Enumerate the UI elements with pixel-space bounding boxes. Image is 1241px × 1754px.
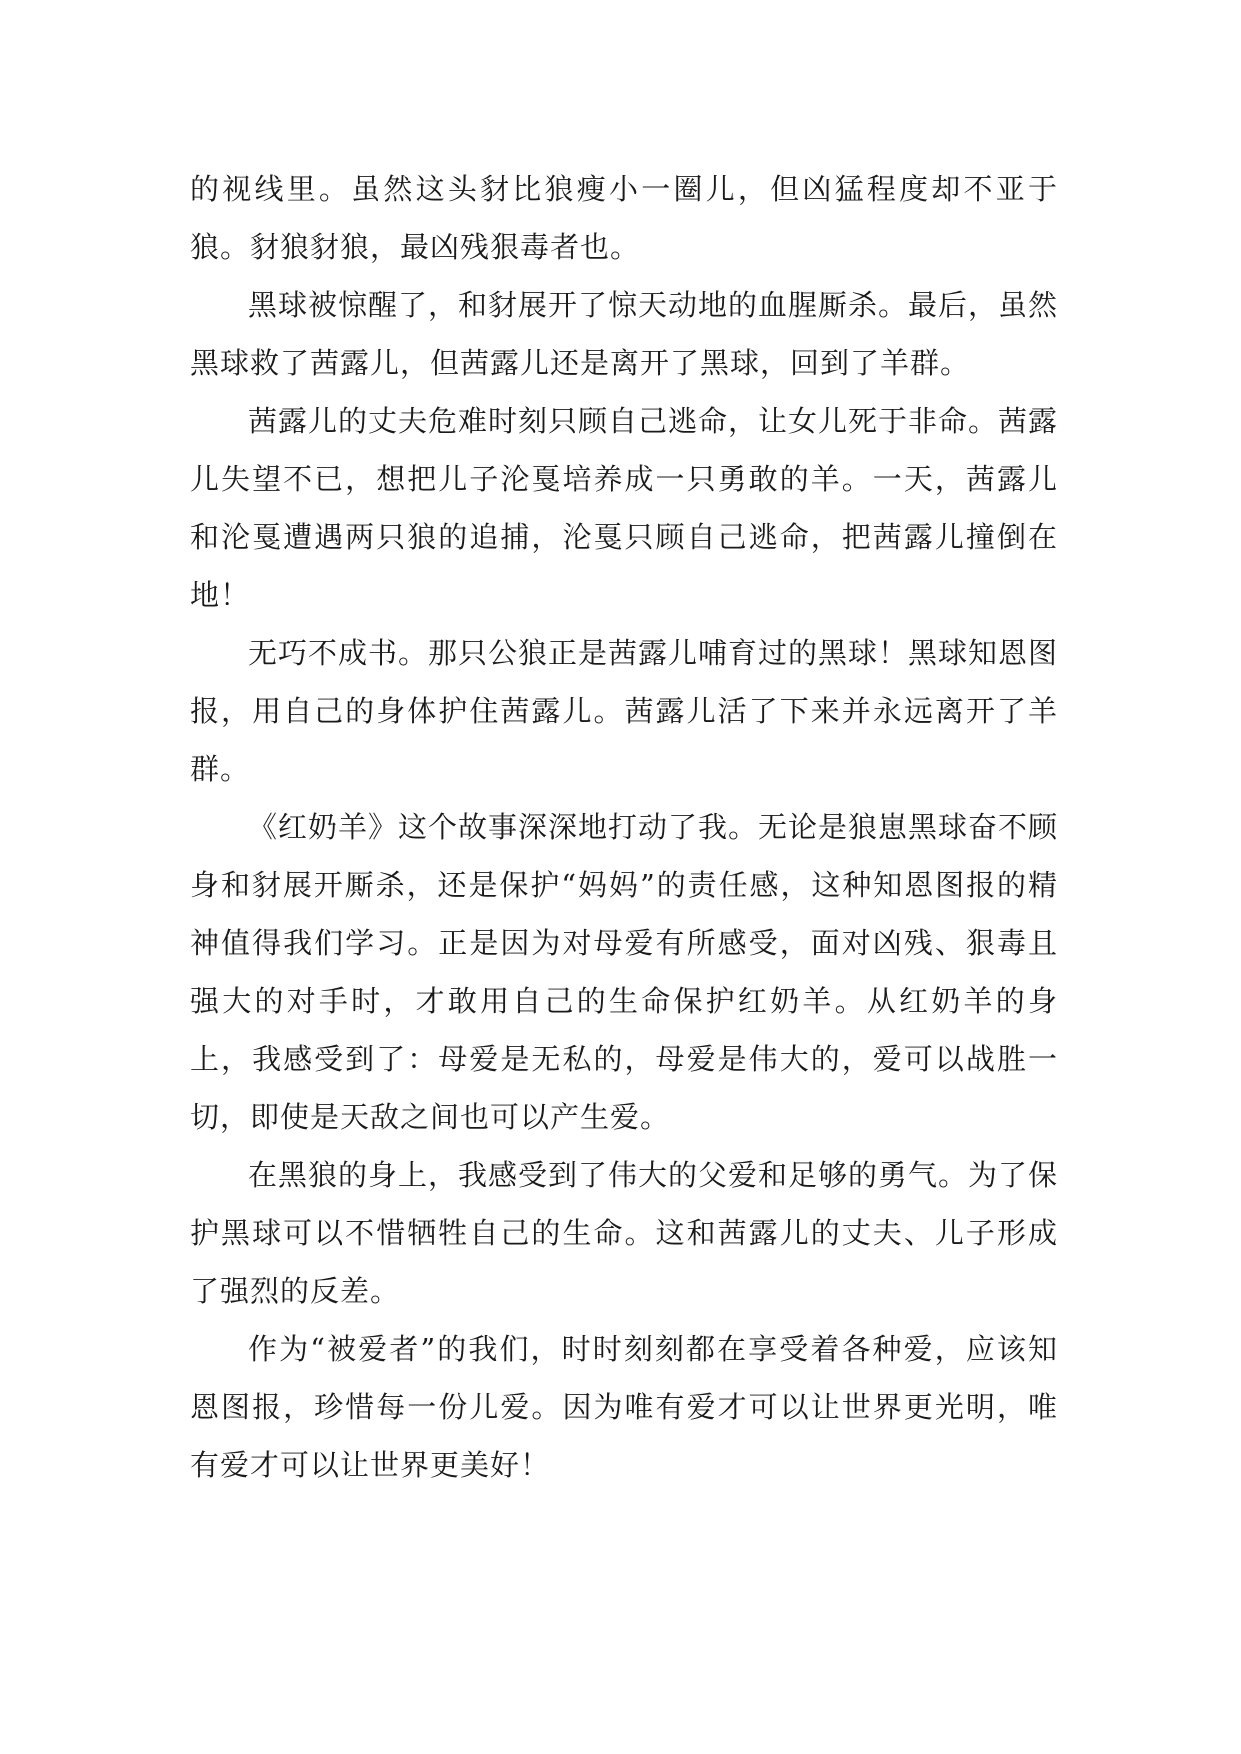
document-body	[190, 160, 1058, 1494]
paragraph-4: 无巧不成书。那只公狼正是茜露儿哺育过的黑球！黑球知恩图报，用自己的身体护住茜露儿。茜露儿活了下来并永远离开了羊群。	[190, 636, 1059, 786]
paragraph-3: 茜露儿的丈夫危难时刻只顾自己逃命，让女儿死于非命。茜露儿失望不已，想把儿子沦戛培养成一只勇敢的羊。一天，茜露儿和沦戛遭遇两只狼的追捕，沦戛只顾自己逃命，把茜露儿撞倒在地！	[190, 404, 1059, 612]
paragraph-1: 的视线里。虽然这头豺比狼瘦小一圈儿，但凶猛程度却不亚于狼。豺狼豺狼，最凶残狠毒者也。	[190, 172, 1058, 264]
paragraph-6: 在黑狼的身上，我感受到了伟大的父爱和足够的勇气。为了保护黑球可以不惜牺牲自己的生命。这和茜露儿的丈夫、儿子形成了强烈的反差。	[190, 1158, 1059, 1308]
paragraph-2: 黑球被惊醒了，和豺展开了惊天动地的血腥厮杀。最后，虽然黑球救了茜露儿，但茜露儿还是离开了黑球，回到了羊群。	[190, 288, 1059, 380]
paragraph-5: 《红奶羊》这个故事深深地打动了我。无论是狼崽黑球奋不顾身和豺展开厮杀，还是保护“妈妈”的责任感，这种知恩图报的精神值得我们学习。正是因为对母爱有所感受，面对凶残、狠毒且强大的对手时，才敢用自己的生命保护红奶羊。从红奶羊的身上，我感受到了：母爱是无私的，母爱是伟大的，爱可以战胜一切，即使是天敌之间也可以产生爱。	[190, 810, 1059, 1134]
paragraph-7: 作为“被爱者”的我们，时时刻刻都在享受着各种爱，应该知恩图报，珍惜每一份儿爱。因为唯有爱才可以让世界更光明，唯有爱才可以让世界更美好！	[190, 1332, 1058, 1482]
